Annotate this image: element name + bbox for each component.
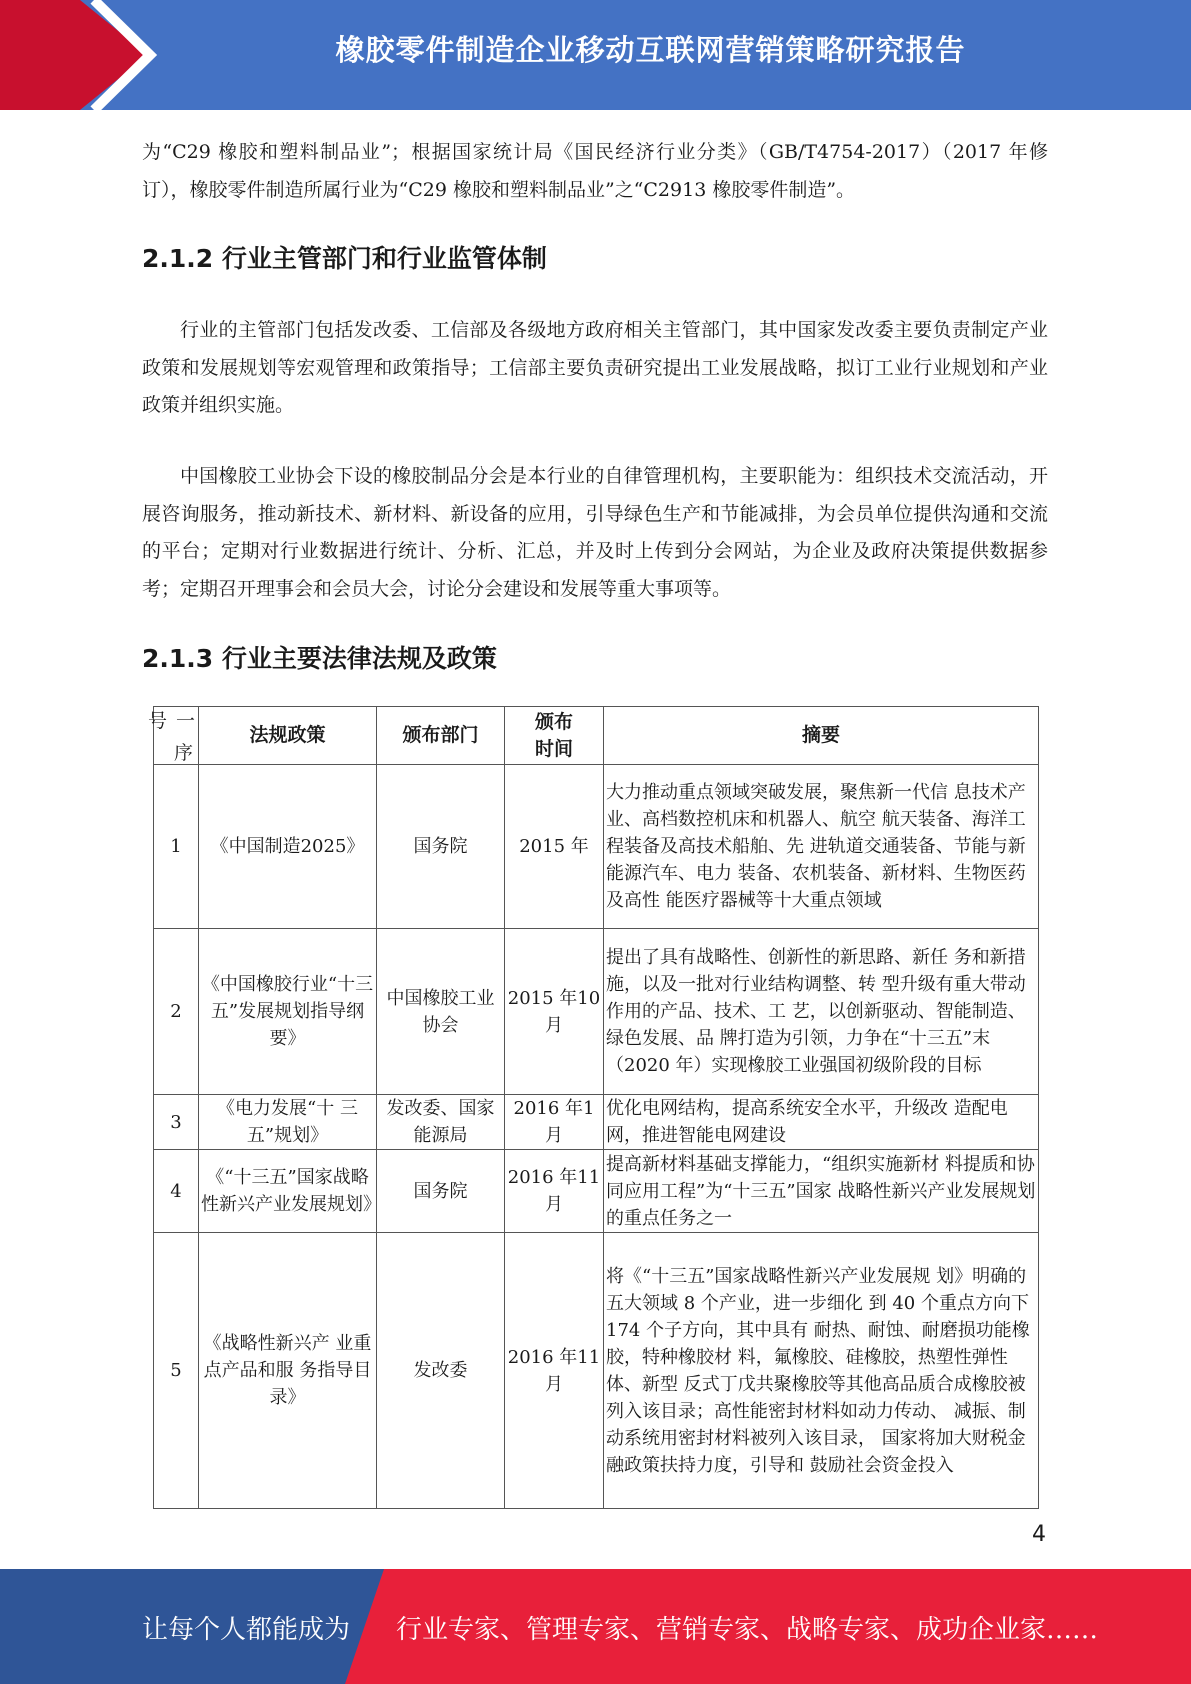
paragraph-regulators: 行业的主管部门包括发改委、工信部及各级地方政府相关主管部门，其中国家发改委主要负责制定产业政策和发展规划等宏观管理和政策指导；工信部主要负责研究提出工业发展战略，拟订工业行业规划和产业政策并组织实施。 <box>142 319 1048 416</box>
footer-slogan-left: 让每个人都能成为 <box>142 1615 351 1645</box>
row-number: 2 <box>154 929 199 1095</box>
header-red-arrow <box>0 0 148 110</box>
table-row <box>154 765 1039 929</box>
row-time: 2015 年10 月 <box>505 929 604 1095</box>
row-summary: 将《“十三五”国家战略性新兴产业发展规 划》明确的五大领域 8 个产业，进一步细化 到 40 个重点方向下 174 个子方向，其中具有 耐热、耐蚀、耐磨损功能橡胶，特种橡胶材 料，氟橡胶、硅橡胶，热塑性弹性体、新型 反式丁戊共聚橡胶等其他高品质合成橡胶被 列入该目录；高性能密封材料如动力传动、 减振、制动系统用密封材料被列入该目录， 国家将加大财税金融政策扶持力度，引导和 鼓励社会资金投入 <box>604 1233 1039 1509</box>
row-department: 发改委 <box>377 1233 505 1509</box>
row-number: 1 <box>154 765 199 929</box>
table-row <box>154 1150 1039 1233</box>
row-department: 国务院 <box>377 765 505 929</box>
row-summary: 提高新材料基础支撑能力，“组织实施新材 料提质和协同应用工程”为“十三五”国家 战略性新兴产业发展规划的重点任务之一 <box>604 1150 1039 1233</box>
row-time: 2016 年11 月 <box>505 1150 604 1233</box>
row-summary: 优化电网结构，提高系统安全水平，升级改 造配电网，推进智能电网建设 <box>604 1095 1039 1150</box>
table-row <box>154 1095 1039 1150</box>
header-time <box>505 707 604 765</box>
policy-table <box>148 706 1039 1509</box>
header-time-line1: 颁布 <box>534 710 573 733</box>
header-department: 颁布部门 <box>377 707 505 765</box>
row-policy: 《战略性新兴产 业重点产品和服 务指导目录》 <box>199 1233 377 1509</box>
header-time-line2: 时间 <box>534 737 573 760</box>
row-summary: 大力推动重点领域突破发展，聚焦新一代信 息技术产业、高档数控机床和机器人、航空 航天装备、海洋工程装备及高技术船舶、先 进轨道交通装备、节能与新能源汽车、电力 装备、农机装备、新材料、生物医药及高性 能医疗器械等十大重点领域 <box>604 765 1039 929</box>
header-policy: 法规政策 <box>199 707 377 765</box>
row-policy: 《“十三五”国家战略性新兴产业发展规划》 <box>199 1150 377 1233</box>
row-time: 2016 年1 月 <box>505 1095 604 1150</box>
row-time: 2016 年11 月 <box>505 1233 604 1509</box>
table-row <box>154 1233 1039 1509</box>
page-number: 4 <box>1032 1522 1046 1547</box>
row-department: 中国橡胶工业协会 <box>377 929 505 1095</box>
report-title: 橡胶零件制造企业移动互联网营销策略研究报告 <box>335 33 966 67</box>
header-seq-char-a: 号 <box>148 709 168 732</box>
row-summary: 提出了具有战略性、创新性的新思路、新任 务和新措施，以及一批对行业结构调整、转 型升级有重大带动作用的产品、技术、工 艺，以创新驱动、智能制造、绿色发展、品 牌打造为引领，力争在“十三五”末（2020 年）实现橡胶工业强国初级阶段的目标 <box>604 929 1039 1095</box>
row-policy: 《电力发展“十 三五”规划》 <box>199 1095 377 1150</box>
row-policy: 《中国橡胶行业“十三五”发展规划指导纲要》 <box>199 929 377 1095</box>
row-policy: 《中国制造2025》 <box>199 765 377 929</box>
header-seq <box>148 707 199 765</box>
header-seq-char-b: 一 <box>176 709 196 732</box>
section-heading-2-1-3: 2.1.3 行业主要法律法规及政策 <box>142 644 497 673</box>
row-department: 发改委、国家能源局 <box>377 1095 505 1150</box>
table-header-row <box>154 707 1039 765</box>
header-summary: 摘要 <box>604 707 1039 765</box>
footer-slogan-right: 行业专家、管理专家、营销专家、战略专家、成功企业家…… <box>396 1615 1099 1645</box>
row-number: 3 <box>154 1095 199 1150</box>
table-row <box>154 929 1039 1095</box>
section-heading-2-1-2: 2.1.2 行业主管部门和行业监管体制 <box>142 244 547 273</box>
row-department: 国务院 <box>377 1150 505 1233</box>
row-time: 2015 年 <box>505 765 604 929</box>
page-header <box>0 0 1191 110</box>
row-number: 5 <box>154 1233 199 1509</box>
row-number: 4 <box>154 1150 199 1233</box>
header-seq-char-c: 序 <box>174 741 194 764</box>
paragraph-association: 中国橡胶工业协会下设的橡胶制品分会是本行业的自律管理机构，主要职能为：组织技术交流活动，开展咨询服务，推动新技术、新材料、新设备的应用，引导绿色生产和节能减排，为会员单位提供沟通和交流的平台；定期对行业数据进行统计、分析、汇总，并及时上传到分会网站，为企业及政府决策提供数据参考；定期召开理事会和会员大会，讨论分会建设和发展等重大事项等。 <box>142 465 1048 600</box>
page-footer <box>0 1569 1191 1684</box>
intro-paragraph: 为“C29 橡胶和塑料制品业”；根据国家统计局《国民经济行业分类》（GB/T4754-2017）（2017 年修订），橡胶零件制造所属行业为“C29 橡胶和塑料制品业”之“C2913 橡胶零件制造”。 <box>142 141 1048 201</box>
